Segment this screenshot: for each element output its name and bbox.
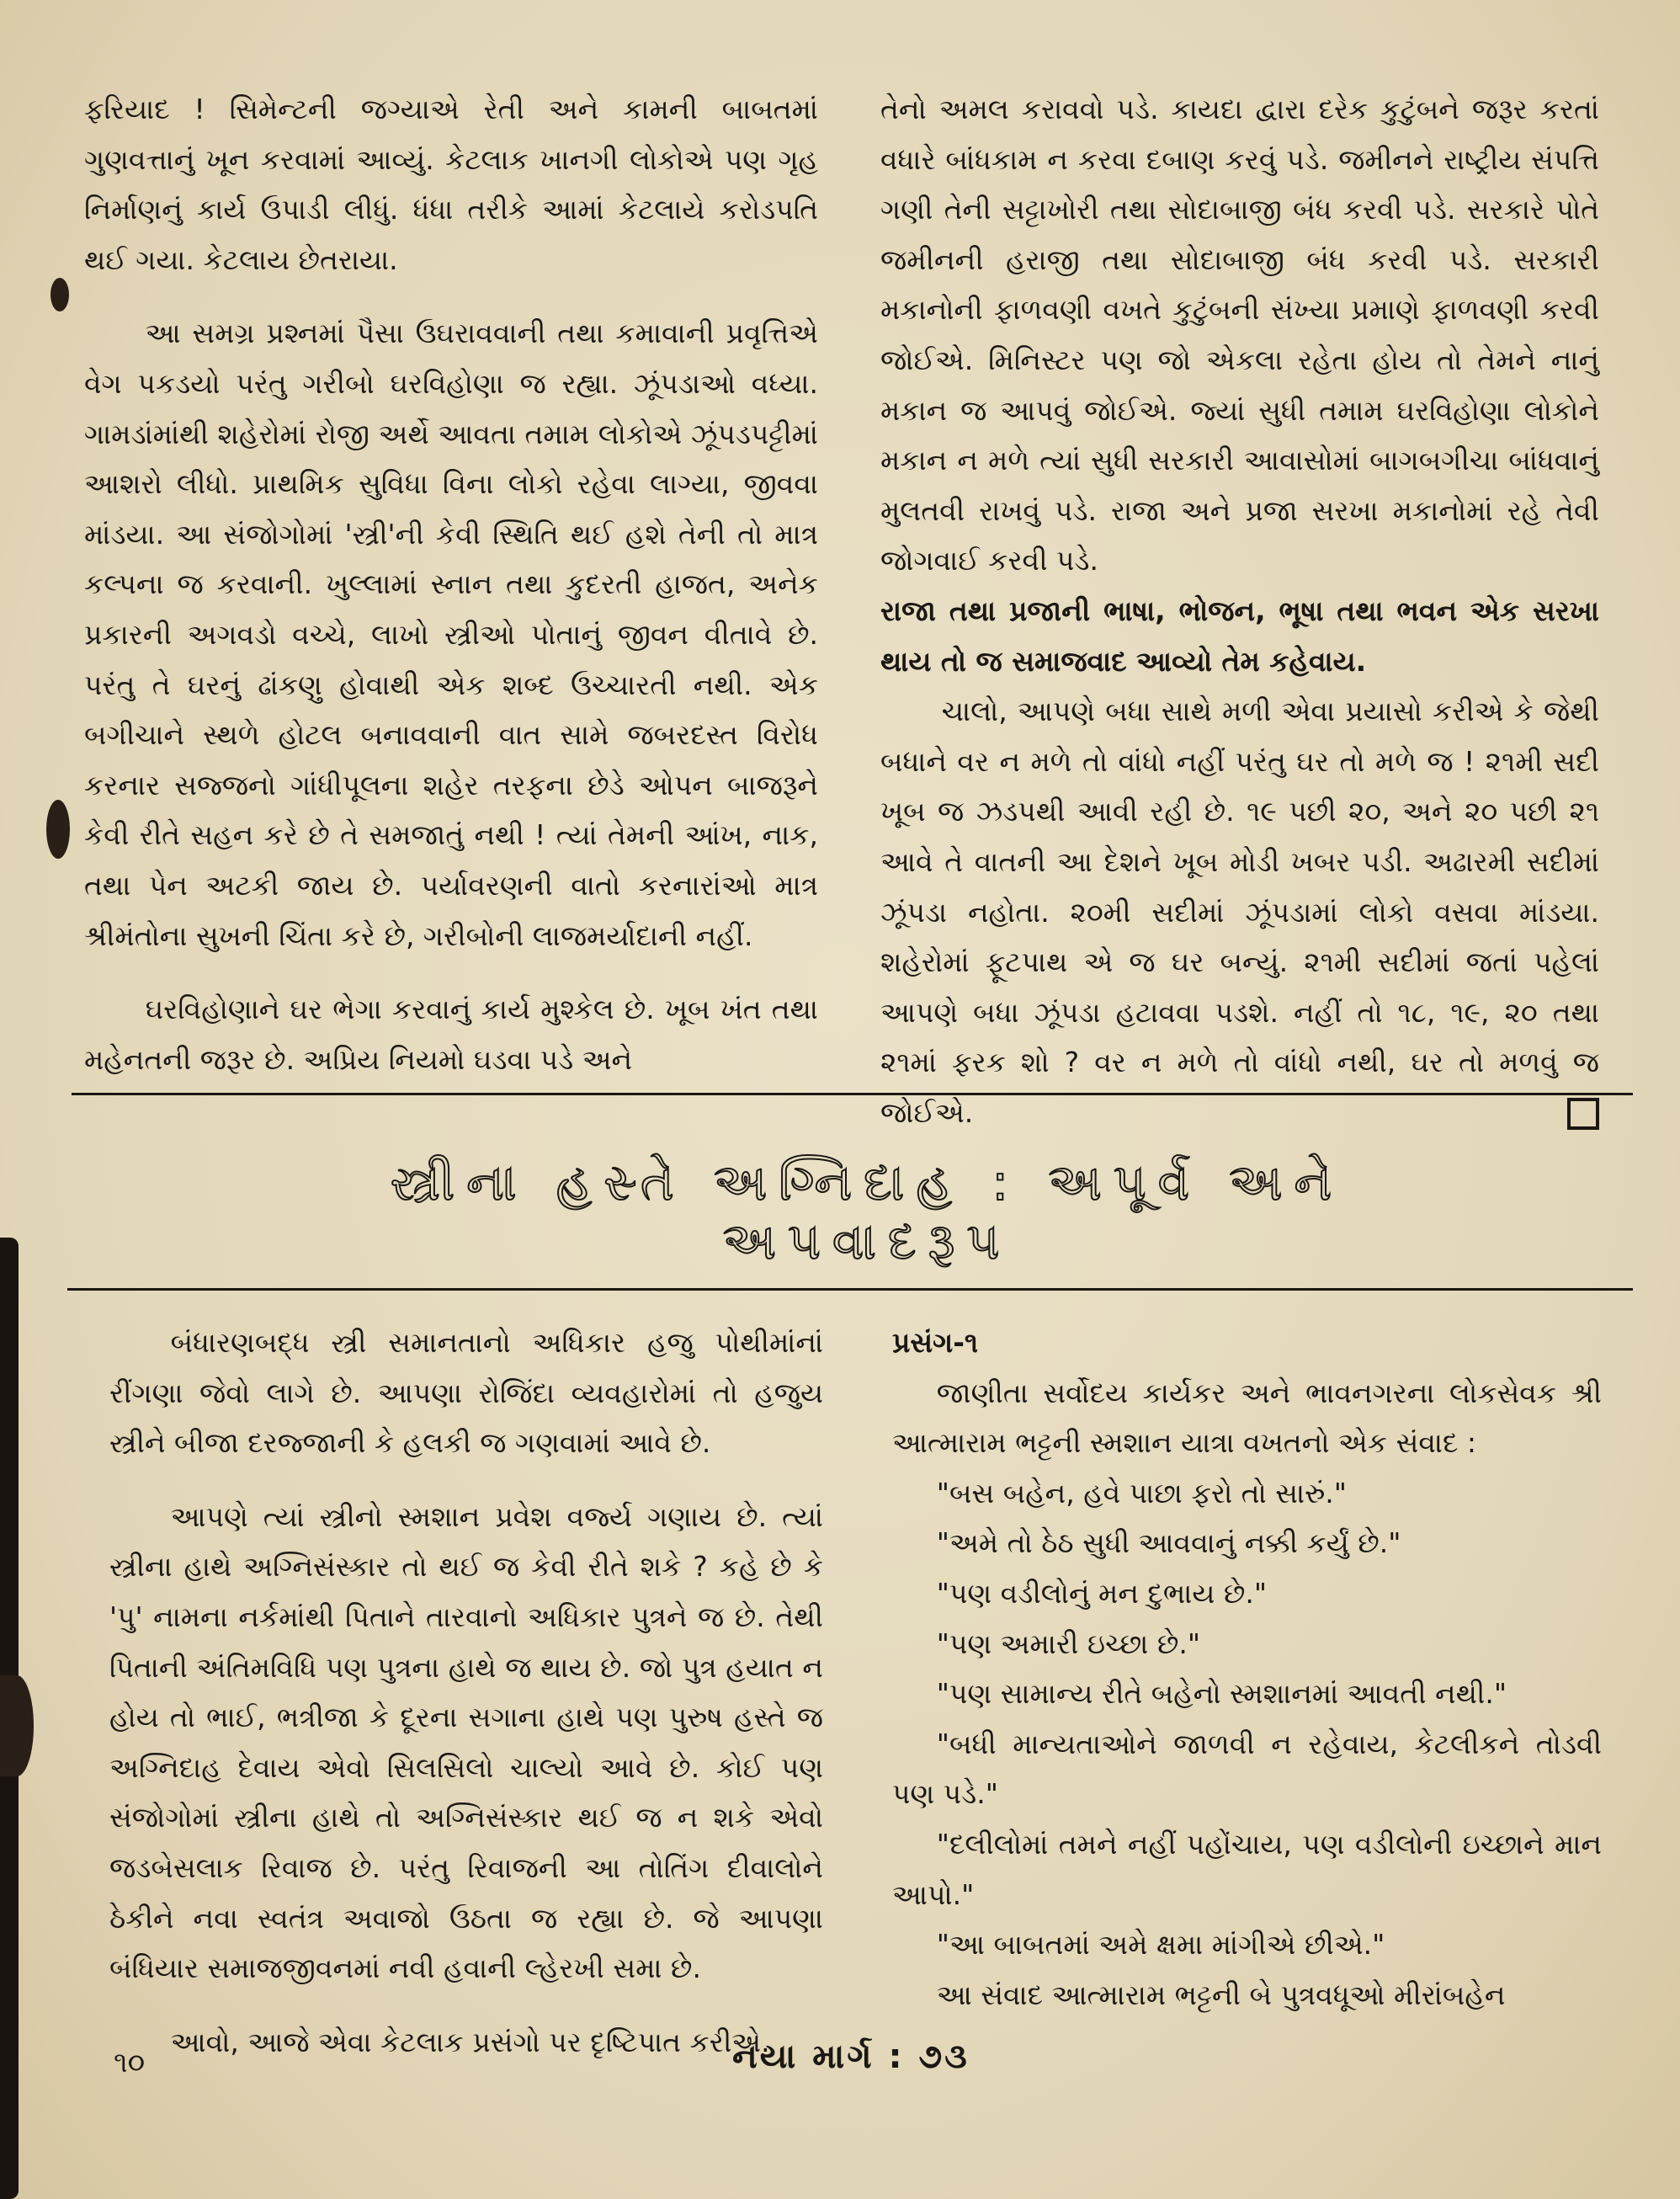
- dialog-line: "દલીલોમાં તમને નહીં પહોંચાય, પણ વડીલોની ઇચ્છાને માન આપો.": [892, 1827, 1602, 1911]
- article-title: સ્ત્રીના હસ્તે અગ્નિદાહ : અપૂર્વ અને અપવાદરૂપ: [390, 1153, 1344, 1271]
- end-mark-icon: [1567, 1098, 1599, 1130]
- paragraph: આવો, આજે એવા કેટલાક પ્રસંગો પર દૃષ્ટિપાત કરીએ.: [170, 2025, 770, 2058]
- paper-hole: [46, 800, 70, 859]
- paragraph: બંધારણબદ્ધ સ્ત્રી સમાનતાનો અધિકાર હજુ પોથીમાંનાં રીંગણા જેવો લાગે છે. આપણા રોજિંદા વ્યવહારોમાં તો હજુય સ્ત્રીને બીજા દરજ્જાની કે હલકી જ ગણવામાં આવે છે.: [109, 1326, 823, 1460]
- paragraph: આ સંવાદ આત્મારામ ભટ્ટની બે પુત્રવધૂઓ મીરાંબહેન: [936, 1978, 1506, 2011]
- dialog-line: "બધી માન્યતાઓને જાળવી ન રહેવાય, કેટલીકને તોડવી પણ પડે.": [892, 1727, 1602, 1811]
- article-column-2: [880, 84, 1599, 1137]
- article-column-1: [84, 84, 818, 1084]
- paragraph-text: ચાલો, આપણે બધા સાથે મળી એવા પ્રયાસો કરીએ કે જેથી બધાને વર ન મળે તો વાંધો નહીં પરંતુ ઘર તો મળે જ ! ૨૧મી સદી ખૂબ જ ઝડપથી આવી રહી છે. ૧૯ પછી ૨૦, અને ૨૦ પછી ૨૧ આવે તે વાતની આ દેશને ખૂબ મોડી ખબર પડી. અઢારમી સદીમાં ઝૂંપડા નહોતા. ૨૦મી સદીમાં ઝૂંપડામાં લોકો વસવા માંડયા. શહેરોમાં ફૂટપાથ એ જ ઘર બન્યું. ૨૧મી સદીમાં જતાં પહેલાં આપણે બધા ઝૂંપડા હટાવવા પડશે. નહીં તો ૧૮, ૧૯, ૨૦ તથા ૨૧માં ફરક શો ? વર ન મળે તો વાંધો નથી, ઘર તો મળવું જ જોઈએ.: [880, 695, 1599, 1129]
- paragraph: આ સમગ્ર પ્રશ્નમાં પૈસા ઉઘરાવવાની તથા કમાવાની પ્રવૃત્તિએ વેગ પકડયો પરંતુ ગરીબો ઘરવિહોણા જ રહ્યા. ઝૂંપડાઓ વધ્યા. ગામડાંમાંથી શહેરોમાં રોજી અર્થે આવતા તમામ લોકોએ ઝૂંપડપટ્ટીમાં આશરો લીધો. પ્રાથમિક સુવિધા વિના લોકો રહેવા લાગ્યા, જીવવા માંડયા. આ સંજોગોમાં 'સ્ત્રી'ની કેવી સ્થિતિ થઈ હશે તેની તો માત્ર કલ્પના જ કરવાની. ખુલ્લામાં સ્નાન તથા કુદરતી હાજત, અનેક પ્રકારની અગવડો વચ્ચે, લાખો સ્ત્રીઓ પોતાનું જીવન વીતાવે છે. પરંતુ તે ઘરનું ઢાંકણુ હોવાથી એક શબ્દ ઉચ્ચારતી નથી. એક બગીચાને સ્થળે હોટલ બનાવવાની વાત સામે જબરદસ્ત વિરોધ કરનાર સજ્જનો ગાંધીપૂલના શહેર તરફના છેડે ઓપન બાજરૂને કેવી રીતે સહન કરે છે તે સમજાતું નથી ! ત્યાં તેમની આંખ, નાક, તથા પેન અટકી જાય છે. પર્યાવરણની વાતો કરનારાંઓ માત્ર શ્રીમંતોના સુખની ચિંતા કરે છે, ગરીબોની લાજમર્યાદાની નહીં.: [84, 317, 818, 952]
- dialog-line: "અમે તો ઠેઠ સુધી આવવાનું નક્કી કર્યું છે.": [936, 1526, 1401, 1560]
- divider-bottom: [67, 1288, 1633, 1291]
- magazine-footer: નયા માર્ગ : ૭૩: [732, 2037, 970, 2076]
- emphasis-paragraph: રાજા તથા પ્રજાની ભાષા, ભોજન, ભૂષા તથા ભવન એક સરખા થાય તો જ સમાજવાદ આવ્યો તેમ કહેવાય.: [880, 594, 1599, 678]
- dialog-line: "પણ અમારી ઇચ્છા છે.": [936, 1627, 1201, 1660]
- paragraph: ફરિયાદ ! સિમેન્ટની જગ્યાએ રેતી અને કામની બાબતમાં ગુણવત્તાનું ખૂન કરવામાં આવ્યું. કેટલાક ખાનગી લોકોએ પણ ગૃહ નિર્માણનું કાર્ય ઉપાડી લીધું. ધંધા તરીકે આમાં કેટલાયે કરોડપતિ થઈ ગયા. કેટલાય છેતરાયા.: [84, 93, 818, 276]
- divider-top: [72, 1093, 1633, 1095]
- dialog-line: "પણ વડીલોનું મન દુભાય છે.": [936, 1576, 1268, 1610]
- torn-edge-notch: [0, 1675, 34, 1776]
- paragraph: આપણે ત્યાં સ્ત્રીનો સ્મશાન પ્રવેશ વર્જ્ય ગણાય છે. ત્યાં સ્ત્રીના હાથે અગ્નિસંસ્કાર તો થઈ જ કેવી રીતે શકે ? કહે છે કે 'પુ' નામના નર્કમાંથી પિતાને તારવાનો અધિકાર પુત્રને જ છે. તેથી પિતાની અંતિમવિધિ પણ પુત્રના હાથે જ થાય છે. જો પુત્ર હયાત ન હોય તો ભાઈ, ભત્રીજા કે દૂરના સગાના હાથે પણ પુરુષ હસ્તે જ અગ્નિદાહ દેવાય એવો સિલસિલો ચાલ્યો આવે છે. કોઈ પણ સંજોગોમાં સ્ત્રીના હાથે તો અગ્નિસંસ્કાર થઈ જ ન શકે એવો જડબેસલાક રિવાજ છે. પરંતુ રિવાજની આ તોતિંગ દીવાલોને ઠેકીને નવા સ્વતંત્ર અવાજો ઉઠતા જ રહ્યા છે. જે આપણા બંધિયાર સમાજજીવનમાં નવી હવાની લ્હેરખી સમા છે.: [109, 1499, 823, 1985]
- section-heading: પ્રસંગ-૧: [892, 1326, 979, 1359]
- paragraph: ઘરવિહોણાને ઘર ભેગા કરવાનું કાર્ય મુશ્કેલ છે. ખૂબ ખંત તથા મહેનતની જરૂર છે. અપ્રિય નિયમો ઘડવા પડે અને: [84, 993, 818, 1076]
- dialog-line: "બસ બહેન, હવે પાછા ફરો તો સારું.": [936, 1476, 1347, 1509]
- dialog-line: "આ બાબતમાં અમે ક્ષમા માંગીએ છીએ.": [936, 1928, 1385, 1962]
- dialog-line: "પણ સામાન્ય રીતે બહેનો સ્મશાનમાં આવતી નથી.": [936, 1677, 1507, 1711]
- article-column-4: [892, 1318, 1602, 2020]
- paragraph: જાણીતા સર્વોદય કાર્યકર અને ભાવનગરના લોકસેવક શ્રી આત્મારામ ભટ્ટની સ્મશાન યાત્રા વખતનો એક સંવાદ :: [892, 1376, 1602, 1460]
- paper-hole: [51, 278, 69, 311]
- paragraph: [880, 686, 1599, 1137]
- paragraph: તેનો અમલ કરાવવો પડે. કાયદા દ્વારા દરેક કુટુંબને જરૂર કરતાં વધારે બાંધકામ ન કરવા દબાણ કરવું પડે. જમીનને રાષ્ટ્રીય સંપત્તિ ગણી તેની સટ્ટાખોરી તથા સોદાબાજી બંધ કરવી પડે. સરકારે પોતે જમીનની હરાજી તથા સોદાબાજી બંધ કરવી પડે. સરકારી મકાનોની ફાળવણી વખતે કુટુંબની સંખ્યા પ્રમાણે ફાળવણી કરવી જોઈએ. મિનિસ્ટર પણ જો એકલા રહેતા હોય તો તેમને નાનું મકાન જ આપવું જોઈએ. જ્યાં સુધી તમામ ઘરવિહોણા લોકોને મકાન ન મળે ત્યાં સુધી સરકારી આવાસોમાં બાગબગીચા બાંધવાનું મુલતવી રાખવું પડે. રાજા અને પ્રજા સરખા મકાનોમાં રહે તેવી જોગવાઈ કરવી પડે.: [880, 93, 1599, 578]
- page-number: ૧૦: [114, 2046, 146, 2079]
- article-column-3: [109, 1318, 823, 2067]
